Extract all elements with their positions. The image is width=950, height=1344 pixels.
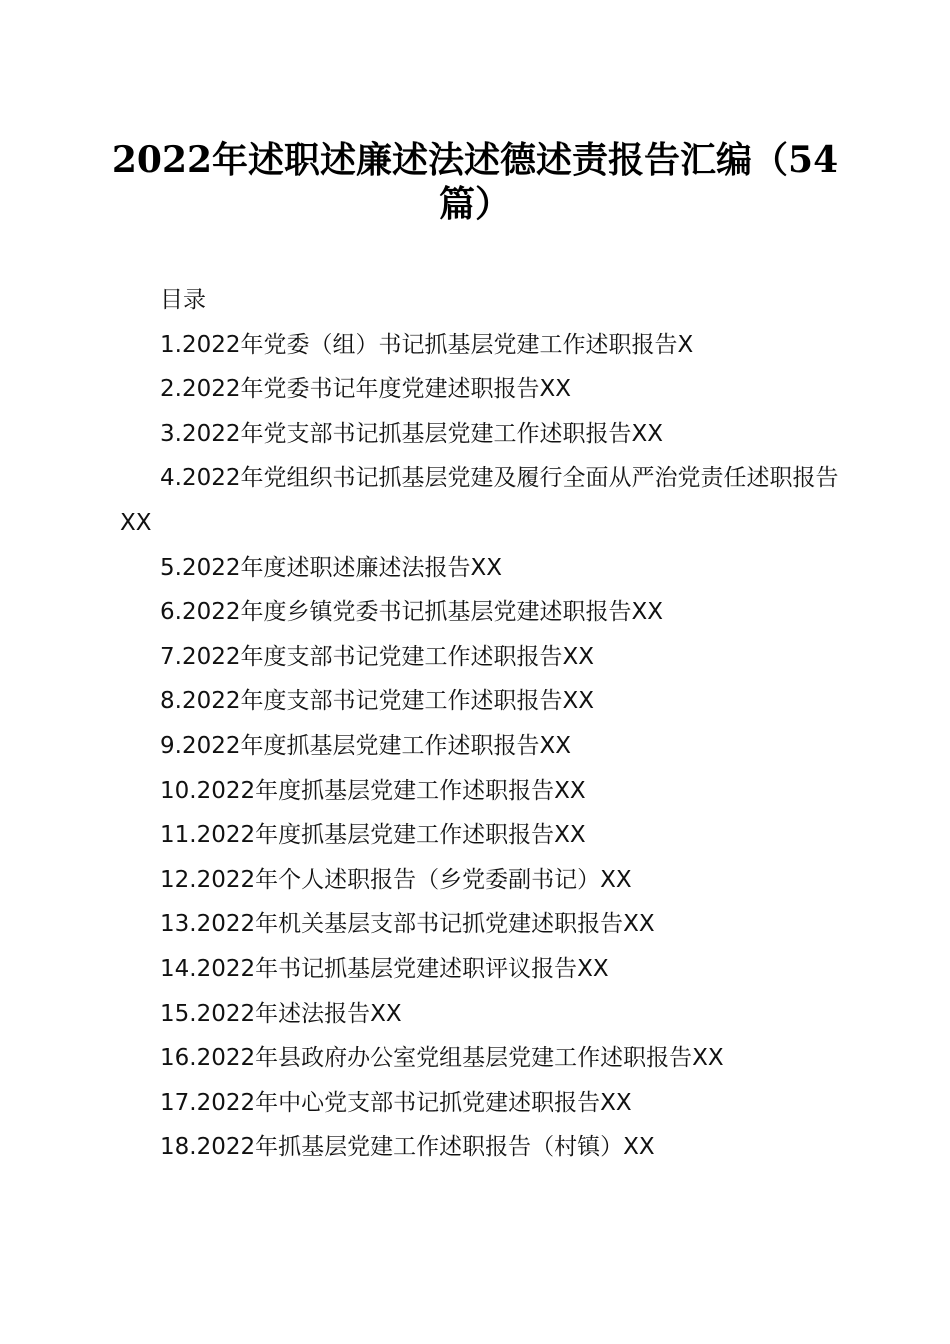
toc-item: 13.2022年机关基层支部书记抓党建述职报告XX [160,911,655,938]
toc-item: 17.2022年中心党支部书记抓党建述职报告XX [160,1089,632,1116]
toc-item: 11.2022年度抓基层党建工作述职报告XX [160,822,586,849]
table-of-contents [120,278,840,1170]
toc-item: 1.2022年党委（组）书记抓基层党建工作述职报告X [160,331,694,358]
document-title: 2022年述职述廉述法述德述责报告汇编（54篇） [111,139,839,225]
toc-item: 16.2022年县政府办公室党组基层党建工作述职报告XX [160,1045,724,1072]
toc-item: 3.2022年党支部书记抓基层党建工作述职报告XX [160,420,663,447]
toc-item: 18.2022年抓基层党建工作述职报告（村镇）XX [160,1134,655,1161]
toc-item: 8.2022年度支部书记党建工作述职报告XX [160,688,594,715]
toc-item: 10.2022年度抓基层党建工作述职报告XX [160,777,586,804]
toc-item: 12.2022年个人述职报告（乡党委副书记）XX [160,866,632,893]
toc-item: 14.2022年书记抓基层党建述职评议报告XX [160,955,609,982]
toc-heading: 目录 [160,287,206,313]
toc-item: 7.2022年度支部书记党建工作述职报告XX [160,643,594,670]
toc-item: 2.2022年党委书记年度党建述职报告XX [160,376,571,403]
toc-item: 9.2022年度抓基层党建工作述职报告XX [160,732,571,759]
toc-item: 6.2022年度乡镇党委书记抓基层党建述职报告XX [160,599,663,626]
toc-item: 15.2022年述法报告XX [160,1000,402,1027]
toc-item: 4.2022年党组织书记抓基层党建及履行全面从严治党责任述职报告XX [120,465,839,536]
toc-item: 5.2022年度述职述廉述法报告XX [160,554,502,581]
